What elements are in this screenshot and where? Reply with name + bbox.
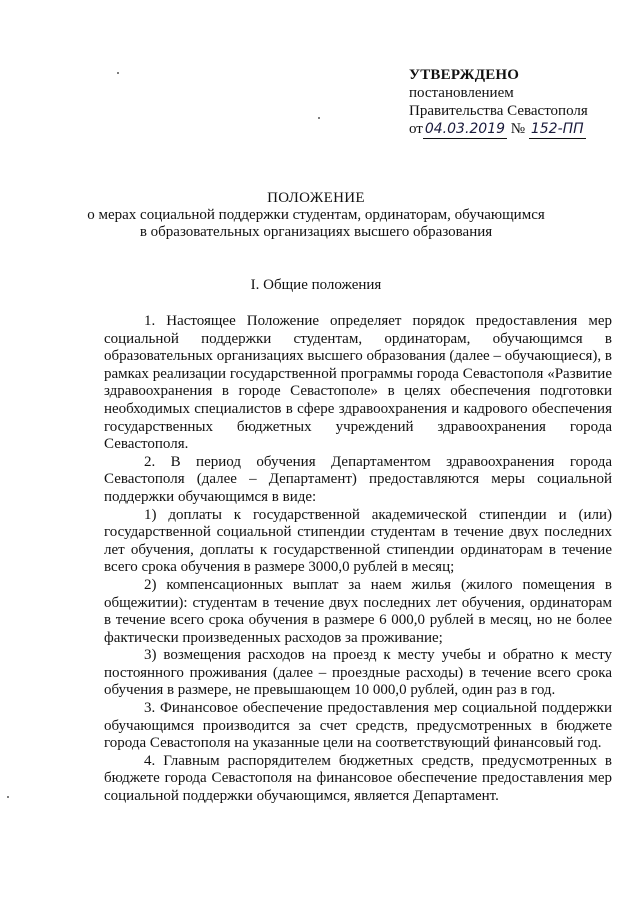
scan-speck xyxy=(117,72,119,74)
document-title xyxy=(0,190,632,241)
handwritten-number: 152-ПП xyxy=(530,121,584,137)
paragraph: 1) доплаты к государственной академической стипендии и (или) государственной социальной стипендии студентам в течение двух последних лет обучения, доплаты к государственной стипендии ординаторам в течение всего срока обучения в размере 3000,0 рублей в месяц; xyxy=(104,506,612,576)
handwritten-date: 04.03.2019 xyxy=(424,121,506,137)
approval-heading: УТВЕРЖДЕНО xyxy=(409,67,520,83)
approval-date-line xyxy=(409,120,588,139)
paragraph: 4. Главным распорядителем бюджетных средств, предусмотренных в бюджете города Севастополя на финансовое обеспечение предоставления мер социальной поддержки обучающимся, является Департамент. xyxy=(104,752,612,805)
paragraph: 3. Финансовое обеспечение предоставления мер социальной поддержки обучающимся производится за счет средств, предусмотренных в бюджете города Севастополя на указанные цели на соответствующий финансовый год. xyxy=(104,700,612,752)
paragraph: 2) компенсационных выплат за наем жилья (жилого помещения в общежитии): студентам в течение двух последних лет обучения, ординаторам в течение всего срока обучения в размере 6 000,0 рублей в месяц, но не более фактически произведенных расходов за проживание; xyxy=(104,576,612,646)
scan-speck xyxy=(7,796,9,798)
number-label: № xyxy=(510,121,526,137)
from-label: от xyxy=(409,121,423,137)
title-line-1: о мерах социальной поддержки студентам, ординаторам, обучающимся xyxy=(87,207,545,223)
paragraph: 1. Настоящее Положение определяет порядок предоставления мер социальной поддержки студентам, ординаторам, обучающимся в образовательных организациях высшего образования (далее – обучающиеся), в рамках реализации государственной программы города Севастополя «Развитие здравоохранения в городе Севастополе» в целях обеспечения подготовки необходимых специалистов в сфере здравоохранения и кадрового обеспечения государственных бюджетных учреждений здравоохранения города Севастополя. xyxy=(104,313,612,453)
approval-stamp xyxy=(409,66,588,139)
scan-speck xyxy=(318,117,320,119)
section-heading: I. Общие положения xyxy=(250,277,382,293)
approval-line-1: постановлением xyxy=(409,85,514,101)
document-body xyxy=(104,313,612,806)
title-line-2: в образовательных организациях высшего образования xyxy=(139,224,493,240)
approval-line-2: Правительства Севастополя xyxy=(409,103,588,119)
title-name: ПОЛОЖЕНИЕ xyxy=(267,190,365,206)
paragraph: 3) возмещения расходов на проезд к месту учебы и обратно к месту постоянного проживания (далее – проездные расходы) в течение всего срока обучения в размере, не превышающем 10 000,0 рублей, один раз в год. xyxy=(104,647,612,699)
paragraph: 2. В период обучения Департаментом здравоохранения города Севастополя (далее – Департамент) предоставляются меры социальной поддержки обучающимся в виде: xyxy=(104,453,612,505)
